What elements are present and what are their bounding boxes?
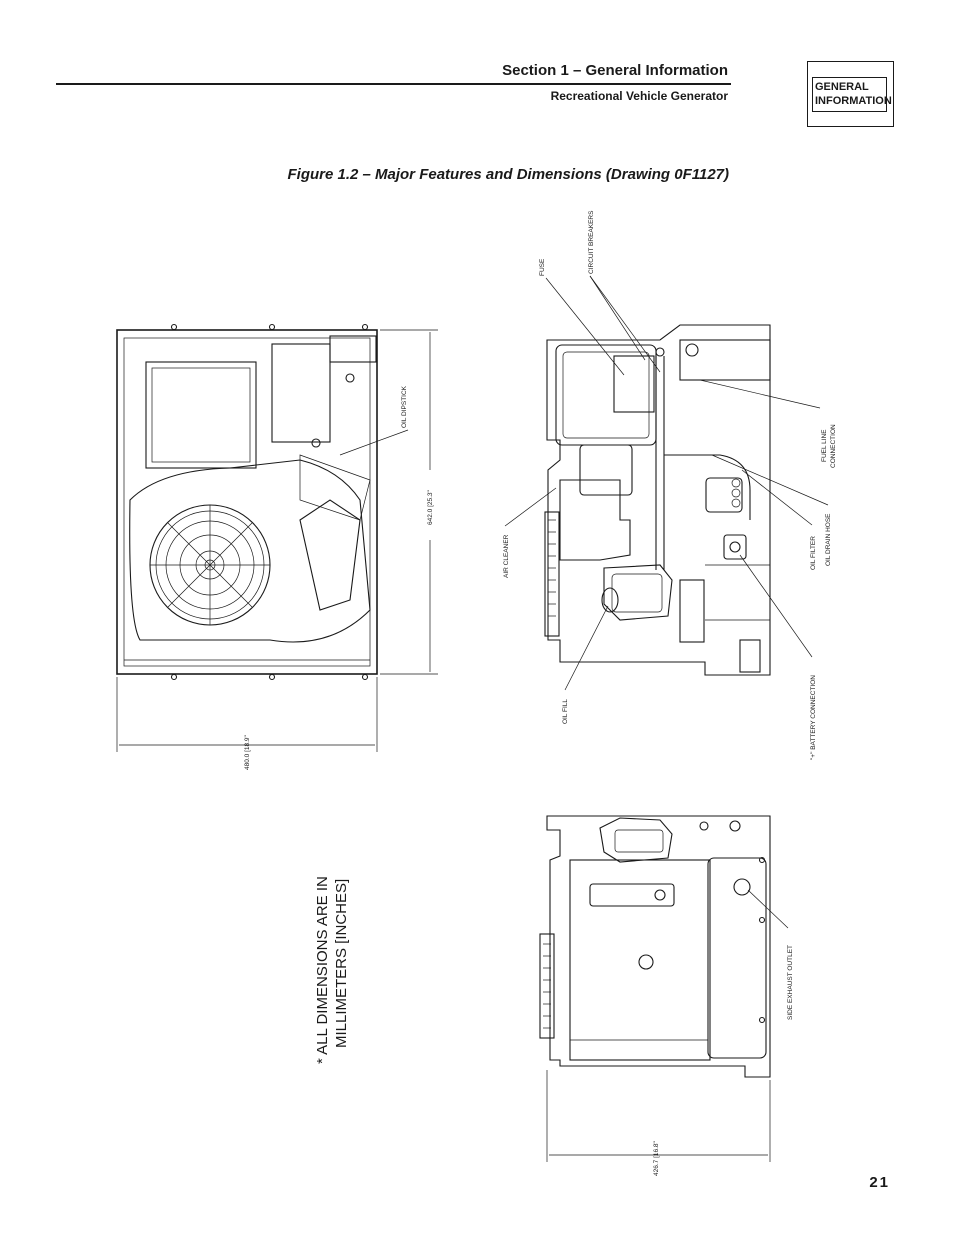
- callout-fuse: FUSE: [539, 258, 546, 276]
- section-subtitle: Recreational Vehicle Generator: [550, 89, 728, 103]
- callout-fuel-line-2: CONNECTION: [830, 424, 837, 468]
- callout-oil-dipstick: OIL DIPSTICK: [401, 385, 408, 428]
- dimensions-note-line2: MILLIMETERS [INCHES]: [333, 878, 350, 1048]
- page-number: 21: [869, 1174, 890, 1191]
- callout-battery-connection: "+" BATTERY CONNECTION: [810, 675, 817, 760]
- callout-circuit-breakers: CIRCUIT BREAKERS: [588, 210, 595, 274]
- section-title: Section 1 – General Information: [502, 62, 728, 79]
- front-view: [117, 325, 377, 680]
- figure-caption: Figure 1.2 – Major Features and Dimensions (Drawing 0F1127): [287, 166, 729, 183]
- side-view: [545, 325, 770, 675]
- width-dimension: 480.0 [18.9": [244, 735, 251, 770]
- callout-oil-fill: OIL FILL: [562, 698, 569, 724]
- callout-side-exhaust-outlet: SIDE EXHAUST OUTLET: [787, 944, 794, 1020]
- section-tab-line1: GENERAL: [815, 81, 869, 93]
- top-view: [540, 816, 770, 1077]
- callout-fuel-line-1: FUEL LINE: [821, 429, 828, 462]
- callout-oil-filter: OIL FILTER: [810, 536, 817, 570]
- depth-dimension: 426.7 [16.8": [653, 1141, 660, 1176]
- dimensions-note-line1: * ALL DIMENSIONS ARE IN: [314, 876, 331, 1064]
- section-tab-line2: INFORMATION: [815, 95, 892, 107]
- callout-air-cleaner: AIR CLEANER: [503, 534, 510, 578]
- height-dimension: 642.0 [25.3": [427, 490, 434, 525]
- callout-oil-drain-hose: OIL DRAIN HOSE: [825, 513, 832, 566]
